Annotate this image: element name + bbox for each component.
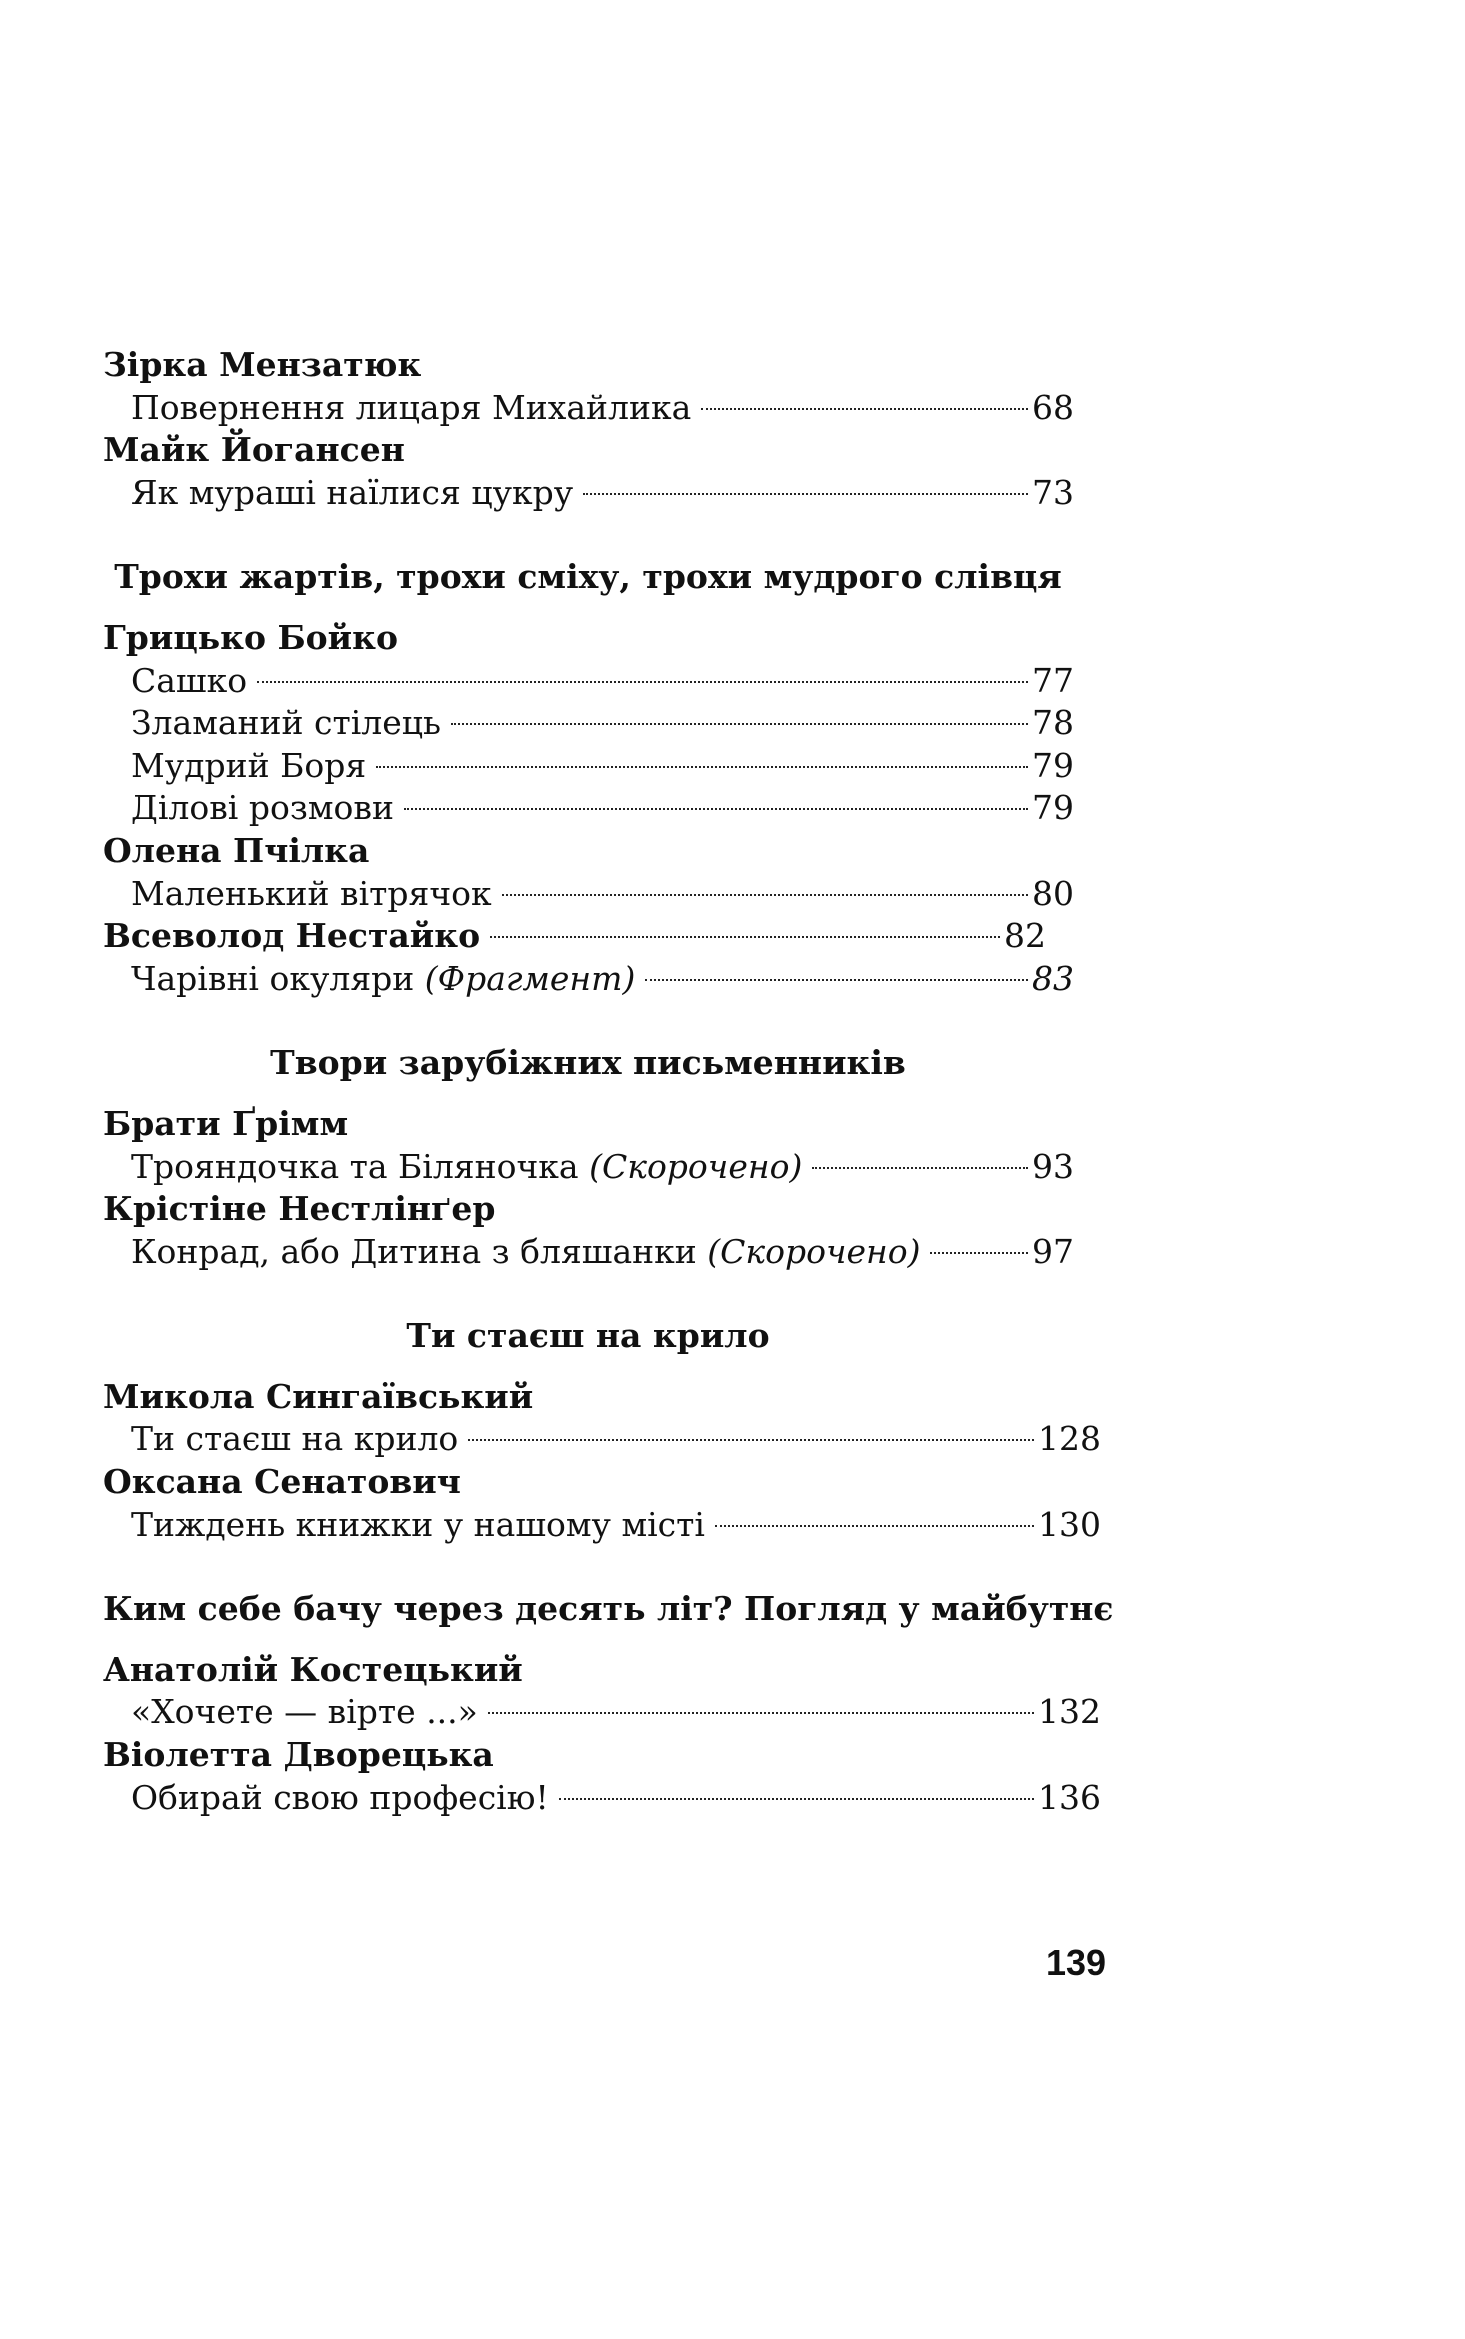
entry-title-wrap: [131, 745, 366, 788]
toc-entry[interactable]: [103, 1504, 1101, 1547]
entry-title: Повернення лицаря Михайлика: [131, 387, 692, 427]
page-ref: 73: [1032, 472, 1074, 512]
author-name: Зірка Мензатюк: [103, 345, 422, 384]
page-ref: 136: [1038, 1777, 1101, 1817]
dot-leader: [468, 1439, 1034, 1441]
entry-title: Ділові розмови: [131, 788, 394, 828]
toc-entry[interactable]: [103, 702, 1074, 745]
toc-entry[interactable]: [103, 387, 1074, 430]
page-ref: 78: [1032, 703, 1074, 743]
page-ref: 77: [1032, 660, 1074, 700]
toc-entry[interactable]: [103, 1231, 1074, 1274]
author-name: Брати Ґрімм: [103, 1103, 349, 1143]
entry-title-wrap: [131, 787, 394, 830]
entry-title: Зламаний стілець: [131, 703, 441, 743]
dot-leader: [930, 1252, 1028, 1254]
entry-title-wrap: [131, 702, 441, 745]
entry-title: Як мураші наїлися цукру: [131, 472, 574, 512]
author-name: Віолетта Дворецька: [103, 1735, 494, 1775]
author-entry[interactable]: [103, 915, 1046, 958]
page-ref: 93: [1032, 1146, 1074, 1186]
page-ref: 132: [1038, 1692, 1101, 1732]
dot-leader: [645, 979, 1028, 981]
entry-title-wrap: [131, 1504, 705, 1547]
toc-entry[interactable]: [103, 660, 1074, 703]
page-ref: 68: [1032, 387, 1074, 427]
author-name: Грицько Бойко: [103, 617, 398, 657]
entry-note: (Фрагмент): [424, 958, 636, 998]
toc-entry[interactable]: [103, 1146, 1074, 1189]
dot-leader: [376, 766, 1028, 768]
entry-title-wrap: [131, 1231, 920, 1274]
entry-title: Обирай свою професію!: [131, 1777, 549, 1817]
entry-title: Тиждень книжки у нашому місті: [131, 1504, 705, 1544]
page-ref: 83: [1032, 958, 1074, 998]
entry-title: Мудрий Боря: [131, 745, 367, 785]
entry-title-wrap: [131, 958, 635, 1001]
section-heading: Ти стаєш на крило: [406, 1316, 770, 1356]
section-heading: Трохи жартів, трохи сміху, трохи мудрого слівця: [114, 557, 1062, 597]
dot-leader: [257, 681, 1028, 683]
entry-note: (Скорочено): [589, 1146, 803, 1186]
page-ref: 82: [1004, 916, 1046, 956]
entry-title: Ти стаєш на крило: [131, 1419, 459, 1459]
toc-entry[interactable]: [103, 958, 1074, 1001]
toc-entry[interactable]: [103, 472, 1074, 515]
toc-entry[interactable]: [103, 1777, 1101, 1820]
page-ref: 79: [1032, 788, 1074, 828]
section-heading: Твори зарубіжних письменників: [270, 1043, 906, 1083]
dot-leader: [490, 936, 1000, 938]
entry-title-wrap: [131, 1777, 549, 1820]
entry-title-wrap: [131, 387, 691, 430]
entry-title: Маленький вітрячок: [131, 873, 492, 913]
entry-title: Сашко: [131, 660, 248, 700]
dot-leader: [404, 808, 1028, 810]
dot-leader: [812, 1167, 1028, 1169]
entry-title: «Хочете — вірте ...»: [131, 1692, 478, 1732]
author-name: Всеволод Нестайко: [103, 916, 481, 956]
page-ref: 130: [1038, 1504, 1101, 1544]
entry-title: Конрад, або Дитина з бляшанки: [131, 1231, 697, 1271]
dot-leader: [715, 1525, 1034, 1527]
author-name: Микола Сингаївський: [103, 1376, 534, 1416]
table-of-contents: [103, 344, 1114, 1819]
entry-title: Трояндочка та Біляночка: [131, 1146, 579, 1186]
page-ref: 79: [1032, 745, 1074, 785]
entry-title-wrap: [131, 660, 247, 703]
dot-leader: [502, 894, 1028, 896]
entry-note: (Скорочено): [707, 1231, 921, 1271]
author-name: Анатолій Костецький: [103, 1649, 523, 1689]
toc-entry[interactable]: [103, 1418, 1101, 1461]
toc-entry[interactable]: [103, 873, 1074, 916]
dot-leader: [451, 723, 1028, 725]
entry-title-wrap: [131, 1418, 458, 1461]
toc-entry[interactable]: [103, 1691, 1101, 1734]
author-name: Олена Пчілка: [103, 830, 370, 870]
dot-leader: [701, 408, 1028, 410]
toc-entry[interactable]: [103, 745, 1074, 788]
author-name: Крістіне Нестлінґер: [103, 1189, 496, 1229]
page-number: 139: [1046, 1942, 1107, 1983]
page-ref: 97: [1032, 1231, 1074, 1271]
author-name: Майк Йогансен: [103, 430, 405, 470]
page-ref: 128: [1038, 1419, 1101, 1459]
toc-entry[interactable]: [103, 787, 1074, 830]
dot-leader: [583, 493, 1028, 495]
dot-leader: [559, 1798, 1034, 1800]
page-ref: 80: [1032, 873, 1074, 913]
entry-title-wrap: [131, 873, 492, 916]
entry-title-wrap: [131, 1691, 478, 1734]
entry-title-wrap: [131, 472, 573, 515]
dot-leader: [488, 1712, 1034, 1714]
entry-title-wrap: [131, 1146, 802, 1189]
section-heading: Ким себе бачу через десять літ? Погляд у майбутнє: [103, 1589, 1114, 1629]
author-name: Оксана Сенатович: [103, 1462, 461, 1502]
entry-title: Чарівні окуляри: [131, 958, 415, 998]
